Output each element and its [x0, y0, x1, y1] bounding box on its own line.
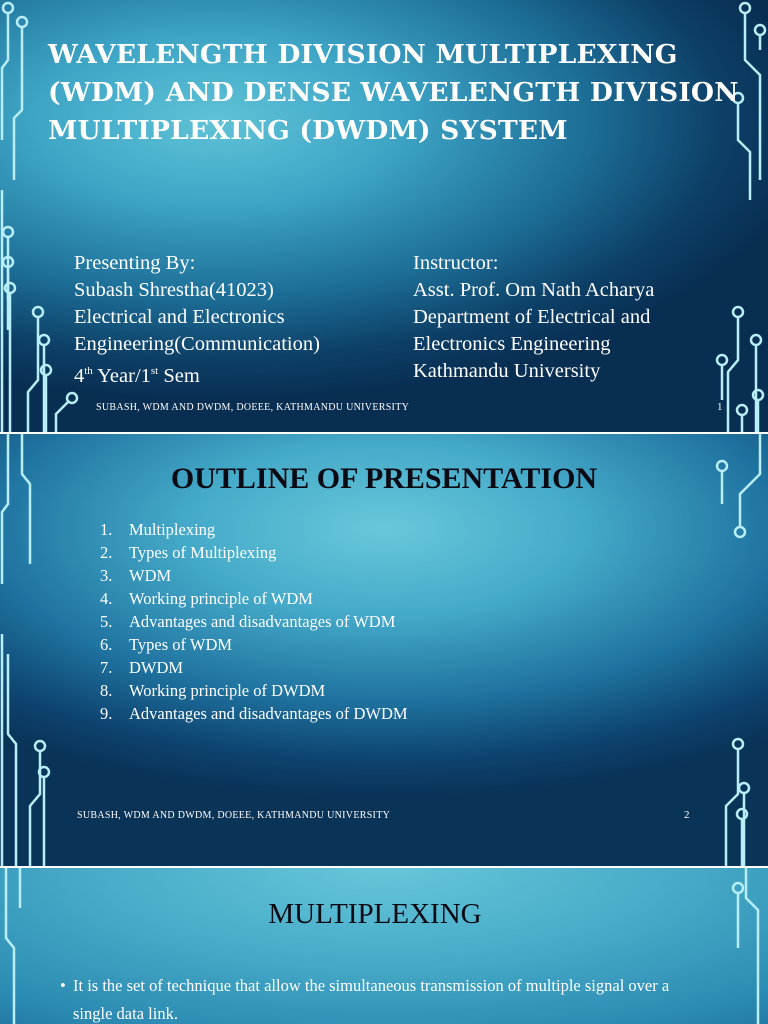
- instructor-name: Asst. Prof. Om Nath Acharya: [413, 279, 655, 301]
- instructor-heading: Instructor:: [413, 252, 499, 274]
- slide-title-heading: WAVELENGTH DIVISION MULTIPLEXING (WDM) AND DENSE WAVELENGTH DIVISION MULTIPLEXING (DWDM) SYSTEM: [48, 39, 739, 146]
- presenter-dept-line1: Electrical and Electronics: [74, 306, 285, 328]
- bullet-text: It is the set of technique that allow the simultaneous transmission of multiple signal over a single data link.: [73, 976, 670, 1023]
- slide-multiplexing: [0, 868, 768, 1024]
- slide-footer: SUBASH, WDM AND DWDM, DOEEE, KATHMANDU UNIVERSITY: [77, 810, 391, 821]
- page-number: 1: [717, 401, 723, 413]
- list-item: 6. Types of WDM: [100, 635, 233, 654]
- list-item: 9. Advantages and disadvantages of DWDM: [100, 704, 408, 723]
- list-item: 1. Multiplexing: [100, 520, 216, 539]
- page-number: 2: [684, 809, 690, 821]
- slide-outline: [0, 434, 768, 866]
- list-item: 4. Working principle of WDM: [100, 589, 313, 608]
- list-item: 2. Types of Multiplexing: [100, 543, 277, 562]
- list-item: 5. Advantages and disadvantages of WDM: [100, 612, 396, 631]
- instructor-dept-line2: Electronics Engineering: [413, 333, 611, 355]
- presenter-heading: Presenting By:: [74, 252, 196, 274]
- outline-list: [100, 518, 408, 725]
- outline-title: OUTLINE OF PRESENTATION: [170, 462, 598, 495]
- bullet-icon: •: [60, 976, 66, 995]
- list-item: 8. Working principle of DWDM: [100, 681, 326, 700]
- slide-title: [0, 0, 768, 432]
- instructor-university: Kathmandu University: [413, 360, 601, 382]
- presenter-name: Subash Shrestha(41023): [74, 279, 274, 301]
- instructor-block: [413, 250, 654, 385]
- presenter-year: 4th Year/1st Sem: [74, 364, 200, 387]
- slide-footer: SUBASH, WDM AND DWDM, DOEEE, KATHMANDU UNIVERSITY: [96, 402, 410, 413]
- presenter-dept-line2: Engineering(Communication): [74, 333, 320, 355]
- list-item: 7. DWDM: [100, 658, 184, 677]
- presenter-block: [74, 250, 320, 390]
- instructor-dept-line1: Department of Electrical and: [413, 306, 651, 328]
- multiplexing-title: MULTIPLEXING: [268, 898, 482, 930]
- list-item: 3. WDM: [100, 566, 172, 585]
